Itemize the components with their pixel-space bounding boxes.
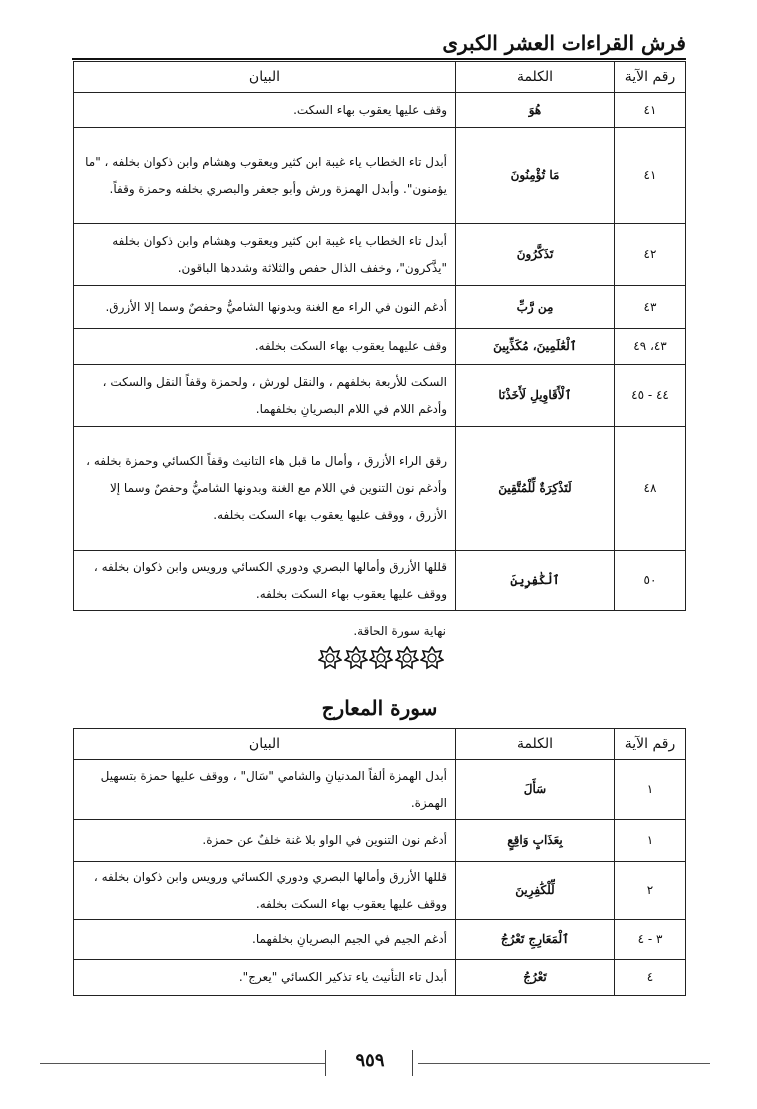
table-header-row — [74, 729, 686, 760]
col-ayah-header: رقم الآية — [615, 729, 686, 760]
table-row — [74, 862, 686, 920]
quran-word: ٱلْمَعَارِجِ تَعْرُجُ — [456, 920, 615, 960]
running-head: فرش القراءات العشر الكبرى — [442, 31, 686, 55]
quran-word: سَأَلَ — [456, 760, 615, 820]
quran-word: تَعْرُجُ — [456, 960, 615, 996]
col-explanation-header: البيان — [74, 62, 456, 93]
ayah-number: ١ — [615, 820, 686, 862]
footer-rule-left — [40, 1063, 325, 1064]
table-row — [74, 960, 686, 996]
ayah-number: ٣ - ٤ — [615, 920, 686, 960]
explanation-text: أبدل تاء الخطاب ياء غيبة ابن كثير ويعقوب وهشام وابن ذكوان بخلفه "يذَّكرون"، وخفف الذال حفص والثلاثة وشددها الباقون. — [74, 224, 456, 286]
ayah-number: ٤٣، ٤٩ — [615, 329, 686, 365]
explanation-text: أدغم الجيم في الجيم البصريانِ بخلفهما. — [74, 920, 456, 960]
explanation-text: قللها الأزرق وأمالها البصري ودوري الكسائي ورويس وابن ذكوان بخلفه ، ووقف عليها يعقوب بهاء السكت بخلفه. — [74, 862, 456, 920]
star-ornament-icon — [318, 646, 342, 670]
table-row — [74, 760, 686, 820]
explanation-text: وقف عليهما يعقوب بهاء السكت بخلفه. — [74, 329, 456, 365]
page-number: ٩٥٩ — [355, 1050, 385, 1071]
surah-end-note: نهاية سورة الحاقة. — [353, 624, 446, 638]
explanation-text: أبدل تاء التأنيث ياء تذكير الكسائي "يعرج". — [74, 960, 456, 996]
star-ornament-icon — [318, 646, 444, 672]
col-word-header: الكلمة — [456, 729, 615, 760]
table-row — [74, 128, 686, 224]
ayah-number: ٤٢ — [615, 224, 686, 286]
quran-word: مَا تُؤْمِنُونَ — [456, 128, 615, 224]
table-row — [74, 920, 686, 960]
explanation-text: أبدل الهمزة ألفاً المدنيانِ والشامي "سَال" ، ووقف عليها حمزة بتسهيل الهمزة. — [74, 760, 456, 820]
star-ornament-icon — [369, 646, 393, 670]
ayah-number: ٤١ — [615, 128, 686, 224]
ayah-number: ٤ — [615, 960, 686, 996]
table-row — [74, 329, 686, 365]
star-ornament-icon — [344, 646, 368, 670]
explanation-text: قللها الأزرق وأمالها البصري ودوري الكسائي ورويس وابن ذكوان بخلفه ، ووقف عليها يعقوب بهاء السكت بخلفه. — [74, 551, 456, 611]
ayah-number: ٤٣ — [615, 286, 686, 329]
quran-word: ٱلْأَقَاوِيلِ لَأَخَذْنَا — [456, 365, 615, 427]
col-ayah-header: رقم الآية — [615, 62, 686, 93]
quran-word: بِعَذَابٍ وَاقِعٍ — [456, 820, 615, 862]
readings-table-al-maarij — [73, 728, 686, 996]
ayah-number: ٤٨ — [615, 427, 686, 551]
quran-word: مِن رَّبِّ — [456, 286, 615, 329]
explanation-text: السكت للأربعة بخلفهم ، والنقل لورش ، ولحمزة وقفاً النقل والسكت ، وأدغم اللام في اللام البصريانِ بخلفهما. — [74, 365, 456, 427]
footer-tick-right — [412, 1050, 413, 1076]
table-row — [74, 820, 686, 862]
ayah-number: ٤٤ - ٤٥ — [615, 365, 686, 427]
header-rule — [72, 58, 686, 60]
explanation-text: أدغم النون في الراء مع الغنة وبدونها الشاميُّ وحفصٌ وسما إلا الأزرق. — [74, 286, 456, 329]
table-row — [74, 93, 686, 128]
table-row — [74, 286, 686, 329]
explanation-text: رقق الراء الأزرق ، وأمال ما قبل هاء التانيث وقفاً الكسائي وحمزة بخلفه ، وأدغم نون التنوين في اللام مع الغنة وبدونها الشاميُّ وحفصٌ وسما إلا الأزرق ، ووقف عليها يعقوب بهاء السكت بخلفه. — [74, 427, 456, 551]
quran-word: ٱلْكَٰفِرِينَ — [456, 551, 615, 611]
table-row — [74, 427, 686, 551]
table-row — [74, 365, 686, 427]
col-word-header: الكلمة — [456, 62, 615, 93]
quran-word: ٱلْعَٰلَمِينَ، مُكَذِّبِينَ — [456, 329, 615, 365]
col-explanation-header: البيان — [74, 729, 456, 760]
explanation-text: أبدل تاء الخطاب ياء غيبة ابن كثير ويعقوب وهشام وابن ذكوان بخلفه ، "ما يؤمنون". وأبدل الهمزة ورش وأبو جعفر والبصري بخلفه وحمزة وقفاً. — [74, 128, 456, 224]
explanation-text: وقف عليها يعقوب بهاء السكت. — [74, 93, 456, 128]
footer-tick-left — [325, 1050, 326, 1076]
table-row — [74, 224, 686, 286]
ayah-number: ٥٠ — [615, 551, 686, 611]
ayah-number: ١ — [615, 760, 686, 820]
ayah-number: ٢ — [615, 862, 686, 920]
table-row — [74, 551, 686, 611]
readings-table-al-haqqah — [73, 61, 686, 611]
ayah-number: ٤١ — [615, 93, 686, 128]
quran-word: تَذَكَّرُونَ — [456, 224, 615, 286]
star-ornament-icon — [420, 646, 444, 670]
quran-word: هُوَ — [456, 93, 615, 128]
quran-word: لِّلْكَٰفِرِينَ — [456, 862, 615, 920]
quran-word: لَتَذْكِرَةٌ لِّلْمُتَّقِينَ — [456, 427, 615, 551]
footer-rule-right — [418, 1063, 710, 1064]
table-header-row — [74, 62, 686, 93]
explanation-text: أدغم نون التنوين في الواو بلا غنة خلفٌ عن حمزة. — [74, 820, 456, 862]
surah-title: سورة المعارج — [321, 696, 438, 720]
star-ornament-icon — [395, 646, 419, 670]
